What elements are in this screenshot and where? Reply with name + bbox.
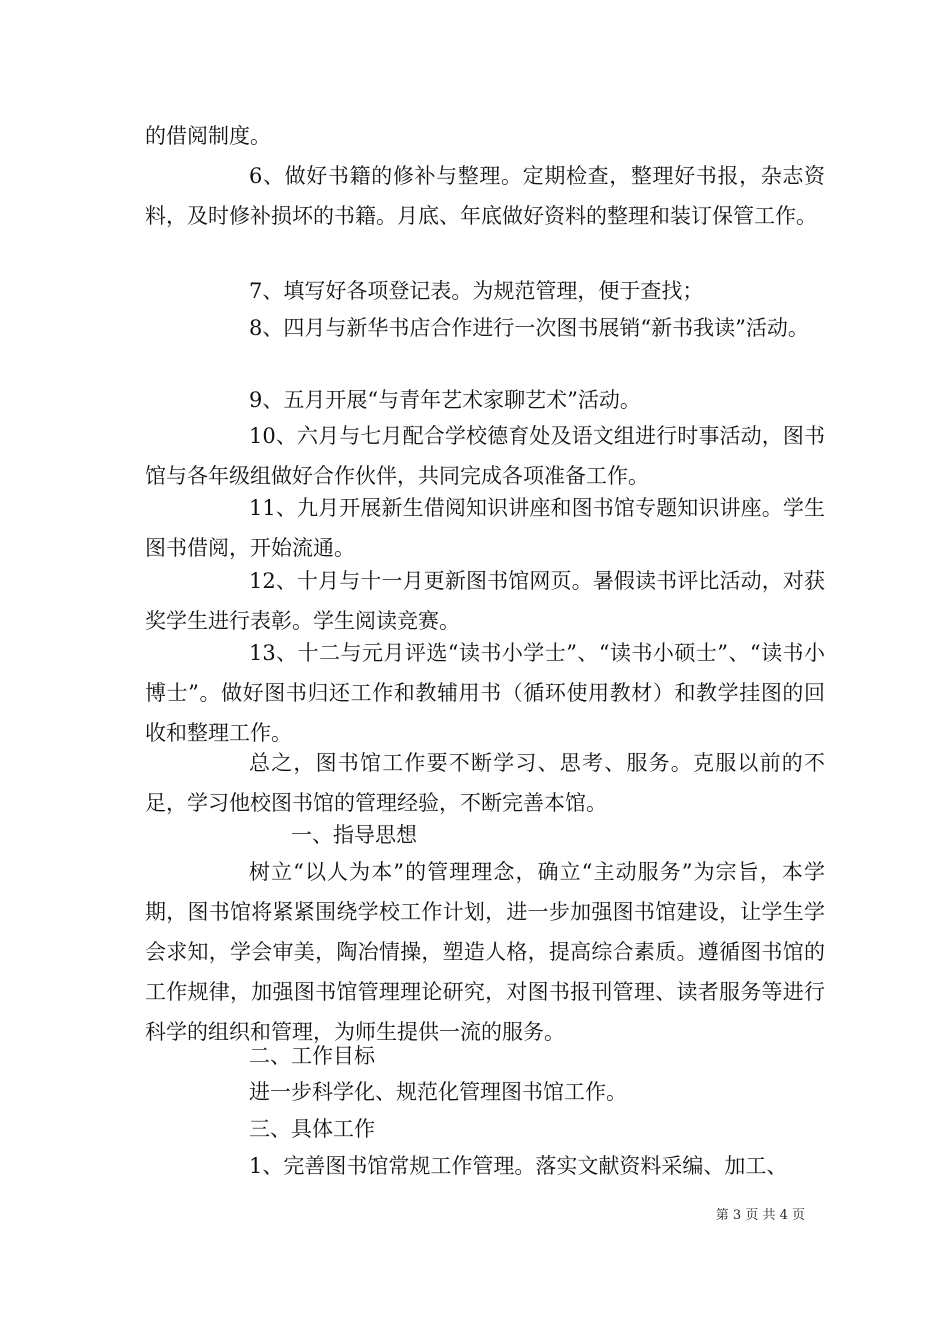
paragraph-guiding-ideology: 树立“以人为本”的管理理念，确立“主动服务”为宗旨，本学期，图书馆将紧紧围绕学校工作计划，进一步加强图书馆建设，让学生学会求知，学会审美，陶冶情操，塑造人格，提高综合素质。遵循图书馆的工作规律，加强图书馆管理理论研究，对图书报刊管理、读者服务等进行科学的组织和管理，为师生提供一流的服务。: [145, 860, 825, 1044]
section-heading-work-goals: 二、工作目标: [249, 1044, 375, 1068]
paragraph-item-13: 13、十二与元月评选“读书小学士”、“读书小硕士”、“读书小博士”。做好图书归还工作和教辅用书（循环使用教材）和教学挂图的回收和整理工作。: [145, 641, 825, 745]
section-heading-guiding-ideology: 一、指导思想: [291, 823, 417, 847]
paragraph-continued: 的借阅制度。: [145, 124, 271, 148]
paragraph-item-9: 9、五月开展“与青年艺术家聊艺术”活动。: [249, 388, 641, 412]
paragraph-specific-work-1: 1、完善图书馆常规工作管理。落实文献资料采编、加工、: [249, 1154, 788, 1178]
paragraph-work-goals: 进一步科学化、规范化管理图书馆工作。: [249, 1080, 627, 1104]
paragraph-item-8: 8、四月与新华书店合作进行一次图书展销“新书我读”活动。: [249, 316, 809, 340]
page-number-footer: 第 3 页 共 4 页: [715, 1208, 805, 1223]
paragraph-item-10: 10、六月与七月配合学校德育处及语文组进行时事活动，图书馆与各年级组做好合作伙伴，共同完成各项准备工作。: [145, 424, 825, 488]
paragraph-item-12: 12、十月与十一月更新图书馆网页。暑假读书评比活动，对获奖学生进行表彰。学生阅读竞赛。: [145, 569, 825, 633]
paragraph-item-11: 11、九月开展新生借阅知识讲座和图书馆专题知识讲座。学生图书借阅，开始流通。: [145, 496, 825, 560]
paragraph-summary: 总之，图书馆工作要不断学习、思考、服务。克服以前的不足，学习他校图书馆的管理经验，不断完善本馆。: [145, 751, 825, 815]
paragraph-item-7: 7、填写好各项登记表。为规范管理，便于查找；: [249, 279, 704, 303]
section-heading-specific-work: 三、具体工作: [249, 1117, 375, 1141]
paragraph-item-6: 6、做好书籍的修补与整理。定期检查，整理好书报，杂志资料，及时修补损坏的书籍。月底、年底做好资料的整理和装订保管工作。: [145, 164, 825, 228]
